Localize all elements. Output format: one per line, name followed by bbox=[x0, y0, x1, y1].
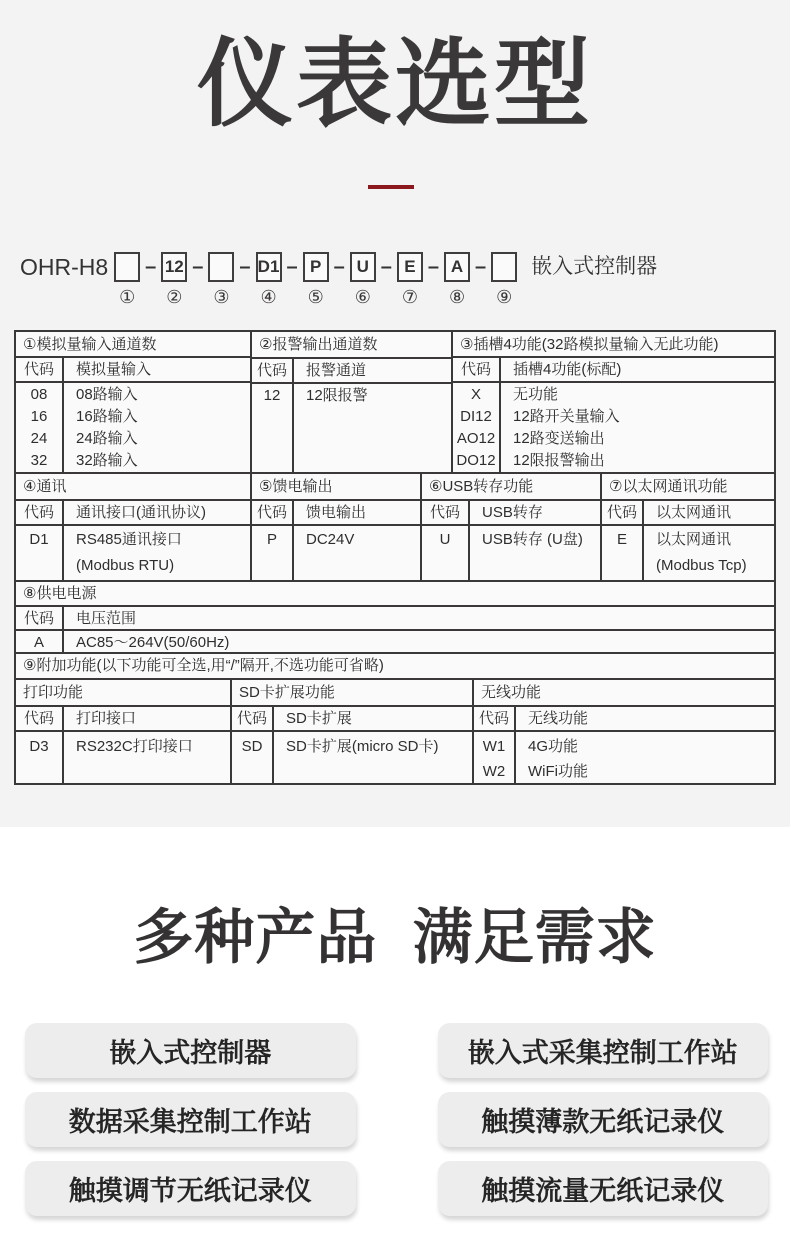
desc-cell: 12限报警 bbox=[306, 387, 368, 404]
dash-separator: – bbox=[333, 256, 345, 278]
section-power-supply-row bbox=[16, 631, 774, 654]
desc-cell: SD卡扩展(micro SD卡) bbox=[286, 738, 439, 755]
section-title: ⑥USB转存功能 bbox=[422, 474, 600, 501]
desc-cell: 12路变送输出 bbox=[513, 430, 605, 447]
product-grid bbox=[25, 1023, 768, 1216]
model-box-9 bbox=[491, 252, 517, 282]
model-segment-8 bbox=[444, 252, 470, 307]
dash-separator: – bbox=[427, 256, 440, 278]
section-title: SD卡扩展功能 bbox=[232, 680, 472, 707]
code-cell: 08 bbox=[30, 386, 48, 403]
band-4 bbox=[16, 654, 774, 785]
desc-cell: RS485通讯接口 bbox=[76, 531, 182, 548]
dash-separator: – bbox=[239, 256, 251, 278]
code-header: 代码 bbox=[16, 358, 64, 381]
spec-table bbox=[14, 330, 776, 785]
product-button-touch-control-paperless-recorder[interactable]: 触摸调节无纸记录仪 bbox=[25, 1161, 356, 1216]
code-cell: U bbox=[439, 531, 451, 548]
red-dash-divider bbox=[368, 185, 414, 189]
model-box-7: E bbox=[397, 252, 423, 282]
model-segment-3 bbox=[208, 252, 234, 307]
model-box-8: A bbox=[444, 252, 470, 282]
section-alarm-output-channels bbox=[252, 332, 453, 472]
desc-cell: 24路输入 bbox=[76, 430, 138, 447]
dash-separator: – bbox=[286, 256, 298, 278]
desc-cell: RS232C打印接口 bbox=[76, 738, 193, 755]
model-segment-1 bbox=[114, 252, 140, 307]
section-title: ①模拟量输入通道数 bbox=[16, 332, 250, 358]
column-header: SD卡扩展 bbox=[286, 710, 352, 727]
model-prefix: OHR-H8 bbox=[20, 254, 109, 280]
column-header: 模拟量输入 bbox=[76, 361, 152, 378]
code-cell: 12 bbox=[263, 387, 281, 404]
model-box-2: 12 bbox=[161, 252, 187, 282]
code-header: 代码 bbox=[453, 358, 501, 381]
model-suffix: 嵌入式控制器 bbox=[531, 255, 658, 278]
desc-cell: USB转存 (U盘) bbox=[482, 531, 583, 548]
column-header: 通讯接口(通讯协议) bbox=[76, 504, 206, 521]
desc-cell: 4G功能 bbox=[528, 738, 579, 755]
model-box-3 bbox=[208, 252, 234, 282]
desc-cell: AC85～264V(50/60Hz) bbox=[76, 634, 230, 651]
code-header: 代码 bbox=[252, 501, 294, 524]
section-additional-functions-title: ⑨附加功能(以下功能可全选,用“/”隔开,不选功能可省略) bbox=[16, 654, 774, 680]
column-header: 以太网通讯 bbox=[656, 504, 732, 521]
band-2 bbox=[16, 474, 774, 582]
model-code-line bbox=[20, 252, 657, 307]
section-title: ④通讯 bbox=[16, 474, 250, 501]
code-header: 代码 bbox=[602, 501, 644, 524]
column-header: 插槽4功能(标配) bbox=[513, 361, 622, 378]
code-cell: 32 bbox=[30, 452, 48, 469]
band-1 bbox=[16, 332, 774, 474]
model-segment-number-1: ① bbox=[119, 287, 136, 307]
code-cell: A bbox=[16, 631, 64, 652]
column-header: 报警通道 bbox=[306, 362, 367, 379]
code-cell: DI12 bbox=[460, 408, 492, 425]
desc-cell: 12限报警输出 bbox=[513, 452, 605, 469]
column-header: 馈电输出 bbox=[306, 504, 367, 521]
code-cell: DO12 bbox=[456, 452, 496, 469]
code-header: 代码 bbox=[16, 607, 64, 629]
section-power-supply-title: ⑧供电电源 bbox=[16, 582, 774, 607]
model-box-1 bbox=[114, 252, 140, 282]
code-cell: E bbox=[616, 531, 627, 548]
desc-cell: (Modbus Tcp) bbox=[656, 557, 747, 574]
section-title: 打印功能 bbox=[16, 680, 230, 707]
page-title: 仪表选型 bbox=[197, 31, 593, 138]
desc-cell: DC24V bbox=[306, 531, 355, 548]
dash-separator: – bbox=[145, 256, 157, 278]
model-box-4: D1 bbox=[256, 252, 282, 282]
desc-cell: WiFi功能 bbox=[528, 763, 588, 780]
section-usb-transfer bbox=[422, 474, 602, 580]
product-button-embedded-acquisition-workstation[interactable]: 嵌入式采集控制工作站 bbox=[438, 1023, 769, 1078]
section-feed-output bbox=[252, 474, 422, 580]
code-cell: SD bbox=[241, 738, 263, 755]
section-wireless bbox=[474, 680, 774, 785]
section-title: ⑦以太网通讯功能 bbox=[602, 474, 774, 501]
bottom-headline: 多种产品 满足需求 bbox=[133, 904, 657, 971]
desc-cell: 32路输入 bbox=[76, 452, 138, 469]
model-segment-2 bbox=[161, 252, 187, 307]
column-header: USB转存 bbox=[482, 504, 543, 521]
code-cell: 24 bbox=[30, 430, 48, 447]
desc-cell: 12路开关量输入 bbox=[513, 408, 620, 425]
code-header: 代码 bbox=[16, 501, 64, 524]
desc-cell: (Modbus RTU) bbox=[76, 557, 175, 574]
model-segment-number-5: ⑤ bbox=[307, 287, 324, 307]
code-cell: W2 bbox=[482, 763, 506, 780]
model-box-6: U bbox=[350, 252, 376, 282]
model-segment-number-8: ⑧ bbox=[448, 287, 466, 307]
column-header: 电压范围 bbox=[76, 610, 137, 627]
section-communication bbox=[16, 474, 252, 580]
section-slot4-function bbox=[453, 332, 774, 472]
model-segment-5 bbox=[303, 252, 329, 307]
code-header: 代码 bbox=[16, 707, 64, 730]
code-header: 代码 bbox=[474, 707, 516, 730]
section-title: 无线功能 bbox=[474, 680, 774, 707]
section-sd-card bbox=[232, 680, 474, 785]
model-segment-number-4: ④ bbox=[260, 287, 277, 307]
code-cell: AO12 bbox=[456, 430, 496, 447]
dash-separator: – bbox=[475, 256, 487, 278]
section-analog-input-channels bbox=[16, 332, 252, 472]
desc-cell: 16路输入 bbox=[76, 408, 138, 425]
section-title: ②报警输出通道数 bbox=[252, 332, 451, 359]
model-segment-7 bbox=[397, 252, 423, 307]
section-title: ⑤馈电输出 bbox=[252, 474, 420, 501]
code-header: 代码 bbox=[232, 707, 274, 730]
product-button-data-acquisition-workstation[interactable]: 数据采集控制工作站 bbox=[25, 1092, 356, 1147]
section-ethernet bbox=[602, 474, 774, 580]
model-segment-number-9: ⑨ bbox=[496, 287, 513, 307]
model-segment-number-6: ⑥ bbox=[354, 287, 371, 307]
code-cell: P bbox=[266, 531, 277, 548]
dash-separator: – bbox=[380, 256, 392, 278]
column-header: 无线功能 bbox=[528, 710, 589, 727]
model-segment-9 bbox=[491, 252, 517, 307]
code-cell: 16 bbox=[30, 408, 48, 425]
section-title: ③插槽4功能(32路模拟量输入无此功能) bbox=[453, 332, 774, 358]
code-header: 代码 bbox=[422, 501, 470, 524]
product-button-touch-slim-paperless-recorder[interactable]: 触摸薄款无纸记录仪 bbox=[438, 1092, 769, 1147]
product-button-embedded-controller[interactable]: 嵌入式控制器 bbox=[25, 1023, 356, 1078]
code-cell: D1 bbox=[29, 531, 49, 548]
dash-separator: – bbox=[192, 256, 204, 278]
model-box-5: P bbox=[303, 252, 329, 282]
model-segment-4 bbox=[256, 252, 282, 307]
code-header: 代码 bbox=[252, 359, 294, 382]
product-button-touch-flow-paperless-recorder[interactable]: 触摸流量无纸记录仪 bbox=[438, 1161, 769, 1216]
code-cell: X bbox=[470, 386, 481, 403]
code-cell: W1 bbox=[482, 738, 506, 755]
code-cell: D3 bbox=[29, 738, 49, 755]
band-3 bbox=[16, 582, 774, 654]
column-header: 打印接口 bbox=[76, 710, 137, 727]
desc-cell: 以太网通讯 bbox=[656, 531, 732, 548]
model-segment-number-7: ⑦ bbox=[401, 287, 418, 307]
section-print-function bbox=[16, 680, 232, 785]
desc-cell: 08路输入 bbox=[76, 386, 138, 403]
model-segment-6 bbox=[350, 252, 376, 307]
model-segment-number-2: ② bbox=[166, 287, 183, 307]
desc-cell: 无功能 bbox=[513, 386, 559, 403]
model-segment-number-3: ③ bbox=[213, 287, 230, 307]
